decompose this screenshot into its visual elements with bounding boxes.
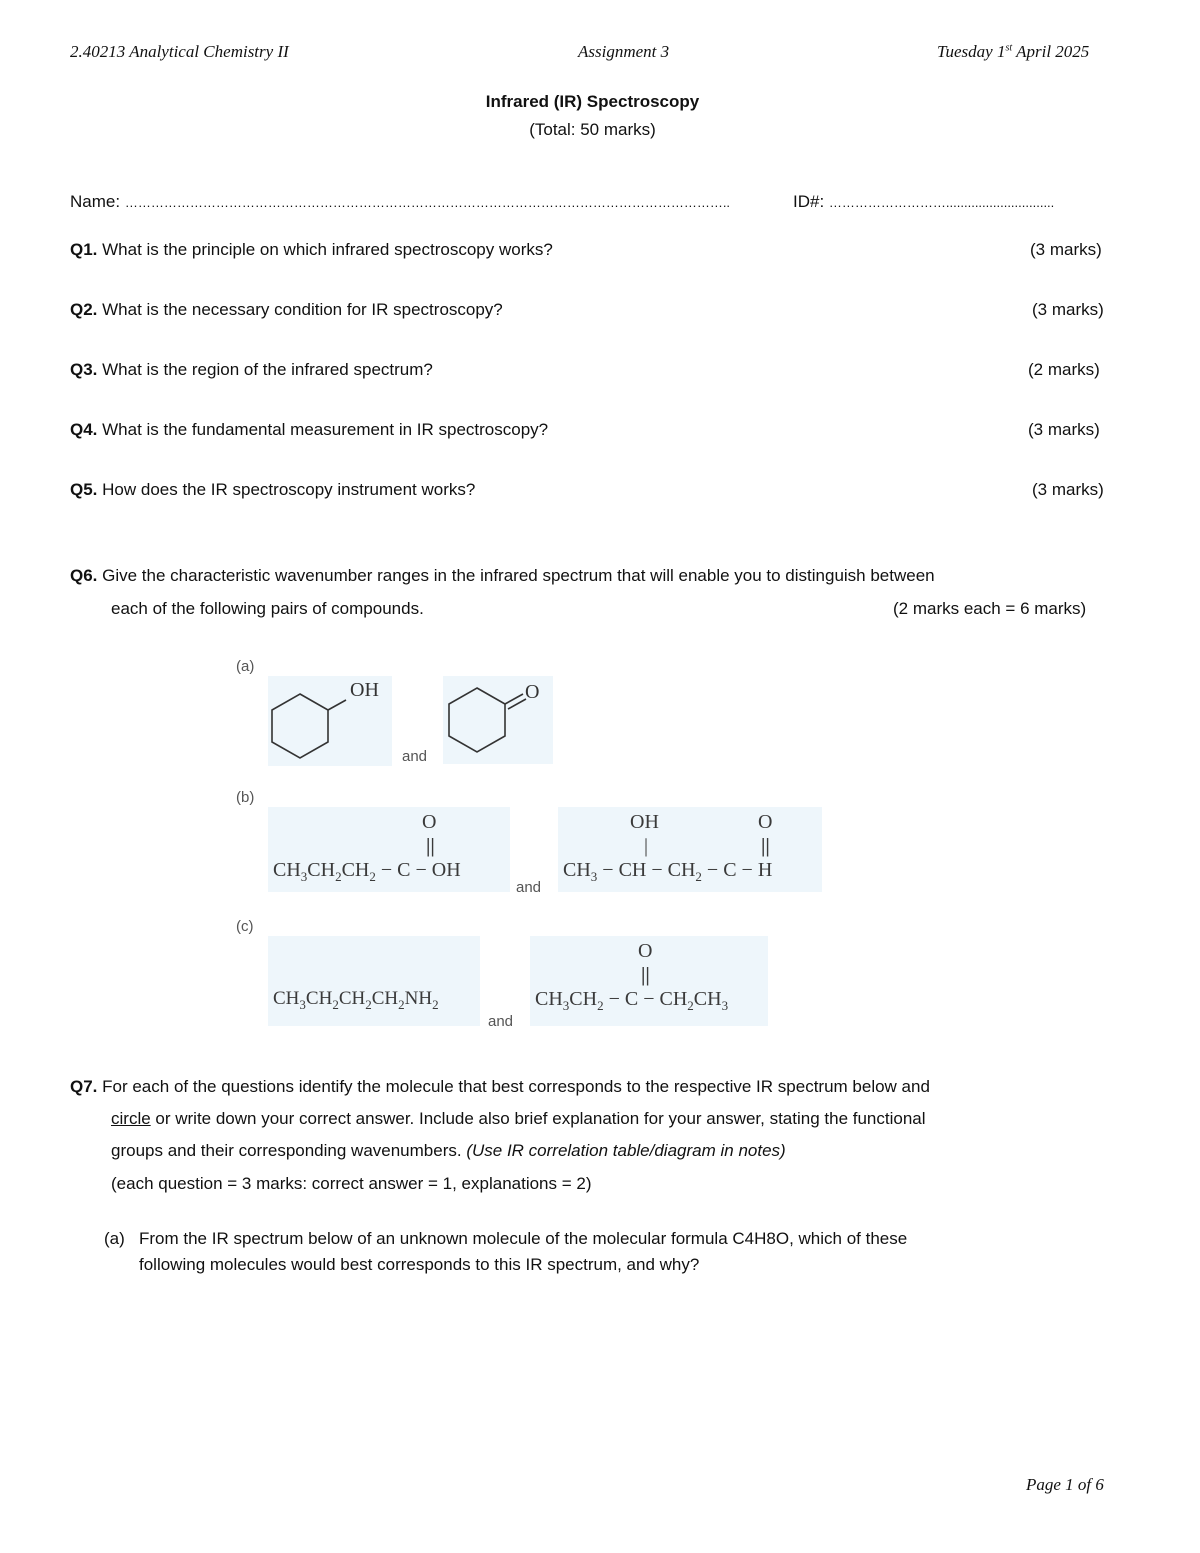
question-6-marks: (2 marks each = 6 marks) (893, 599, 1087, 618)
question-5: Q5. How does the IR spectroscopy instrument works? (70, 480, 476, 499)
question-2-marks: (3 marks) (1032, 300, 1104, 319)
page-number: Page 1 of 6 (1026, 1475, 1104, 1494)
single-bond-right: | (644, 835, 649, 857)
id-dots: ……………………….............................. (828, 195, 1055, 210)
question-6-line2: each of the following pairs of compounds. (111, 599, 424, 618)
total-marks: (Total: 50 marks) (529, 120, 656, 139)
name-dots: ………………………………………………………………………………………………………………………….. (124, 195, 731, 210)
question-7: Q7. For each of the questions identify the molecule that best corresponds to the respective IR spectrum below and (70, 1077, 930, 1096)
butylamine-formula: $CH_3CH_2CH_2CH_2NH_2$ (273, 988, 439, 1012)
question-7-line2: circle or write down your correct answer. Include also brief explanation for your answer, stating the functional (111, 1109, 926, 1128)
question-3-marks: (2 marks) (1028, 360, 1100, 379)
question-2: Q2. What is the necessary condition for IR spectroscopy? (70, 300, 503, 319)
pentanone-structure (530, 936, 768, 1026)
cyclohexanone-svg (443, 676, 553, 764)
hydroxybutanal-structure (558, 807, 822, 892)
hydroxybutanal-formula: $CH_3$ − CH − $CH_2 - C - H$ (563, 859, 773, 884)
course-code: 2.40213 Analytical Chemistry II (70, 42, 289, 61)
double-bond-c: || (641, 964, 650, 986)
cyclohexanol-structure (268, 676, 392, 766)
butanoic-acid-formula: $CH_3CH_2CH_2 - C$ − OH (273, 859, 461, 884)
double-bond-right: || (761, 835, 770, 857)
cyclohexanone-structure (443, 676, 553, 764)
date-label: Tuesday 1st April 2025 (937, 42, 1090, 61)
pair-a-and: and (402, 748, 428, 765)
name-field[interactable] (70, 192, 730, 212)
assignment-label: Assignment 3 (578, 42, 670, 61)
page-title: Infrared (IR) Spectroscopy (485, 92, 700, 111)
question-4-marks: (3 marks) (1028, 420, 1100, 439)
id-field[interactable] (793, 192, 1054, 212)
carbonyl-o-c: O (638, 940, 653, 962)
question-7a-line1: From the IR spectrum below of an unknown molecule of the molecular formula C4H8O, which of these (139, 1229, 908, 1248)
double-bond-left: || (426, 835, 435, 857)
question-7-line3: groups and their corresponding wavenumbers. (Use IR correlation table/diagram in notes) (111, 1141, 786, 1160)
question-4: Q4. What is the fundamental measurement in IR spectroscopy? (70, 420, 549, 439)
pair-b-and: and (516, 879, 542, 896)
question-7-marks: (each question = 3 marks: correct answer = 1, explanations = 2) (111, 1174, 592, 1193)
pair-c-label: (c) (236, 918, 254, 935)
hydroxyl-right: OH (630, 811, 659, 833)
pentanone-formula: $CH_3CH_2 - C - CH_2CH_3$ (535, 988, 729, 1013)
hydroxyl-label: OH (350, 679, 379, 701)
ketone-o-label: O (525, 681, 540, 703)
butanoic-acid-structure (268, 807, 510, 892)
carbonyl-o-right: O (758, 811, 773, 833)
pair-b-label: (b) (236, 789, 255, 806)
carbonyl-o-left: O (422, 811, 437, 833)
question-1-marks: (3 marks) (1030, 240, 1102, 259)
pair-a-label: (a) (236, 658, 255, 675)
id-label: ID#: (793, 192, 825, 211)
question-7a-label: (a) (104, 1229, 125, 1248)
name-label: Name: (70, 192, 121, 211)
question-7a-line2: following molecules would best corresponds to this IR spectrum, and why? (139, 1255, 700, 1274)
question-3: Q3. What is the region of the infrared spectrum? (70, 360, 433, 379)
butylamine-structure (268, 936, 480, 1026)
cyclohexanol-svg (268, 676, 392, 766)
question-5-marks: (3 marks) (1032, 480, 1104, 499)
question-6: Q6. Give the characteristic wavenumber ranges in the infrared spectrum that will enable you to distinguish between (70, 566, 935, 585)
pair-c-and: and (488, 1013, 514, 1030)
question-1: Q1. What is the principle on which infrared spectroscopy works? (70, 240, 553, 259)
